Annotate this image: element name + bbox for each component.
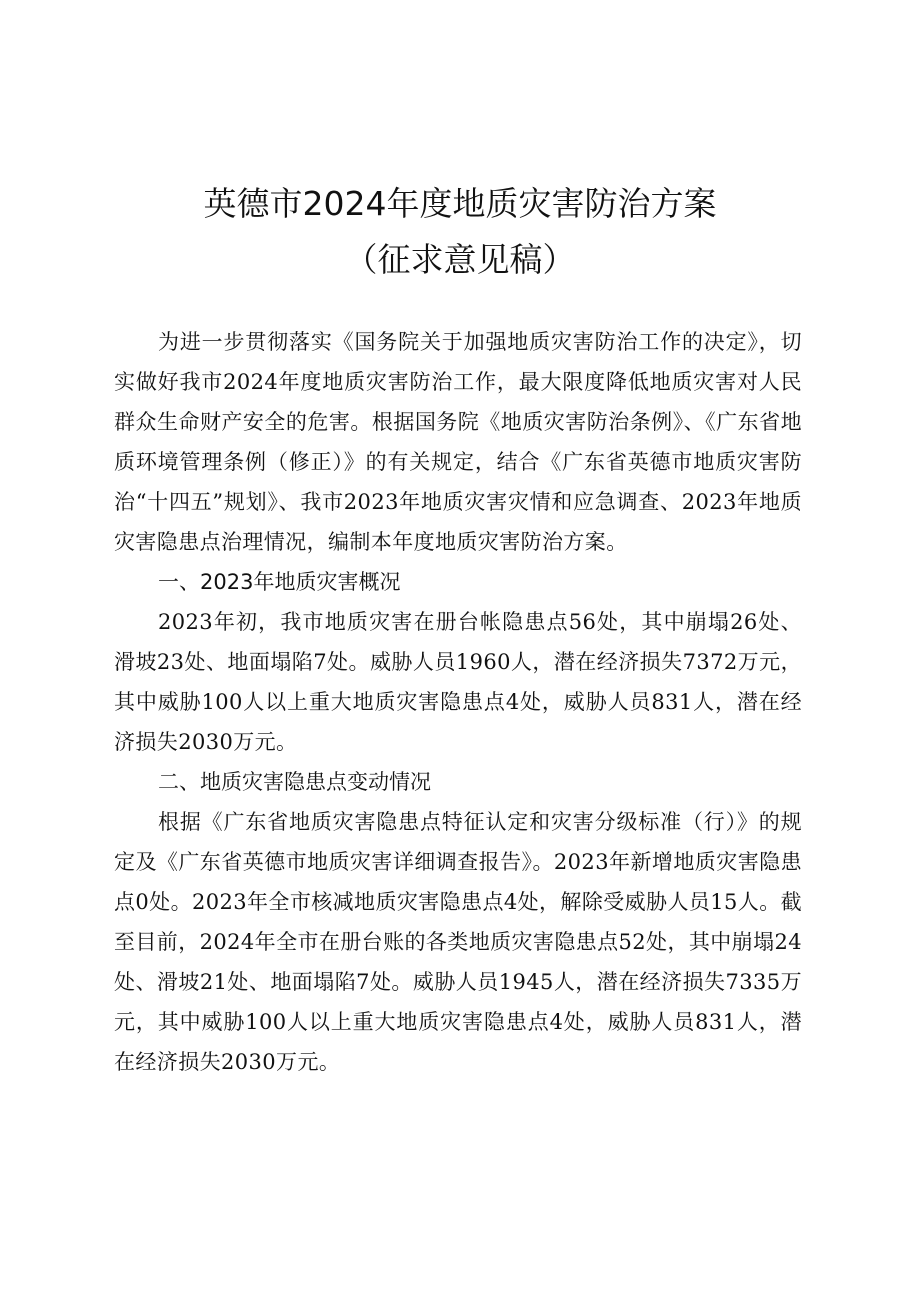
section-paragraph-1: 2023年初，我市地质灾害在册台帐隐患点56处，其中崩塌26处、滑坡23处、地面塌陷7处。威胁人员1960人，潜在经济损失7372万元，其中威胁100人以上重大地质灾害隐患点4处，威胁人员831人，潜在经济损失2030万元。 [114,610,802,754]
section-heading-1: 一、2023年地质灾害概况 [158,570,401,594]
section-heading-2: 二、地质灾害隐患点变动情况 [158,770,431,794]
document-subtitle: （征求意见稿） [344,240,576,279]
section-paragraph-2: 根据《广东省地质灾害隐患点特征认定和灾害分级标准（行）》的规定及《广东省英德市地质灾害详细调查报告》。2023年新增地质灾害隐患点0处。2023年全市核减地质灾害隐患点4处，解除受威胁人员15人。截至目前，2024年全市在册台账的各类地质灾害隐患点52处，其中崩塌24处、滑坡21处、地面塌陷7处。威胁人员1945人，潜在经济损失7335万元，其中威胁100人以上重大地质灾害隐患点4处，威胁人员831人，潜在经济损失2030万元。 [114,810,802,1074]
document-title: 英德市2024年度地质灾害防治方案 [203,184,717,223]
document-body [114,322,802,1082]
title-block [0,176,920,288]
intro-paragraph: 为进一步贯彻落实《国务院关于加强地质灾害防治工作的决定》，切实做好我市2024年度地质灾害防治工作，最大限度降低地质灾害对人民群众生命财产安全的危害。根据国务院《地质灾害防治条例》、《广东省地质环境管理条例（修正）》的有关规定，结合《广东省英德市地质灾害防治“十四五”规划》、我市2023年地质灾害灾情和应急调查、2023年地质灾害隐患点治理情况，编制本年度地质灾害防治方案。 [114,330,802,554]
